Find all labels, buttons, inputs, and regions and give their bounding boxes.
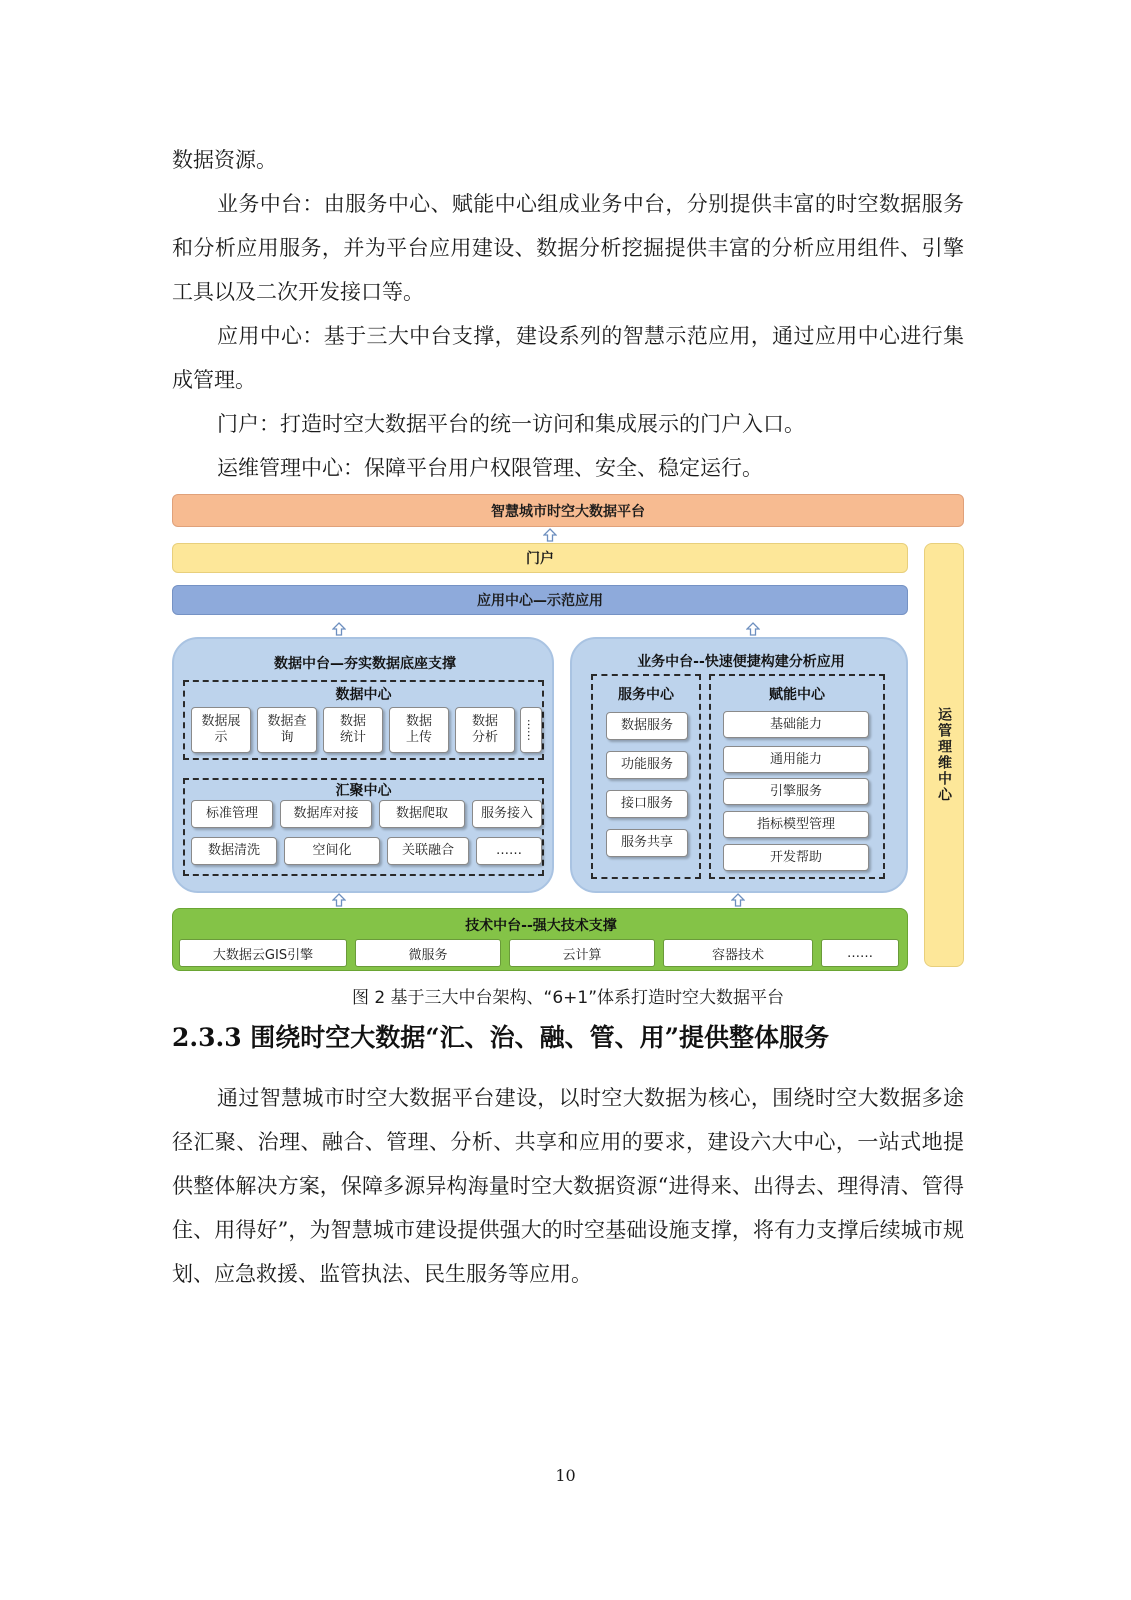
service-item: 数据服务 [606, 712, 688, 740]
service-item: 功能服务 [606, 751, 688, 779]
top-bar-platform [172, 494, 964, 527]
section-heading: 2.3.3 围绕时空大数据“汇、治、融、管、用”提供整体服务 [172, 1023, 830, 1052]
enabling-item: 通用能力 [723, 746, 869, 773]
paragraph-overall-service: 通过智慧城市时空大数据平台建设，以时空大数据为核心，围绕时空大数据多途径汇聚、治理、融合、管理、分析、共享和应用的要求，建设六大中心，一站式地提供整体解决方案，保障多源异构海量时空大数据资源“进得来、出得去、理得清、管得住、用得好”，为智慧城市建设提供强大的时空基础设施支撑，将有力支撑后续城市规划、应急救援、监管执法、民生服务等应用。 [172, 1086, 964, 1286]
aggregation-item: 数据爬取 [379, 800, 465, 828]
service-center-title: 服务中心 [618, 687, 674, 703]
ops-center-bar [924, 543, 964, 967]
tech-item: 微服务 [355, 939, 501, 967]
data-center-box [183, 680, 544, 760]
app-center-label: 应用中心—示范应用 [477, 593, 603, 609]
data-center-item: 数据查询 [257, 707, 317, 753]
aggregation-item: 服务接入 [472, 800, 542, 828]
tech-platform-bar [172, 908, 908, 971]
aggregation-center-title: 汇聚中心 [335, 783, 392, 799]
ops-center-label: 运管理维中心 [936, 707, 952, 803]
business-platform-panel [570, 637, 908, 893]
aggregation-item: 数据库对接 [280, 800, 372, 828]
enabling-item: 基础能力 [723, 711, 869, 738]
paragraph-data-resources: 数据资源。 [172, 148, 277, 172]
app-center-bar [172, 585, 908, 615]
enabling-item: 指标模型管理 [723, 811, 869, 838]
paragraph-app-center: 应用中心：基于三大中台支撑，建设系列的智慧示范应用，通过应用中心进行集成管理。 [172, 324, 964, 392]
enabling-center-title: 赋能中心 [769, 687, 825, 703]
paragraph-ops-center: 运维管理中心：保障平台用户权限管理、安全、稳定运行。 [217, 456, 763, 480]
aggregation-item: 空间化 [284, 837, 380, 865]
paragraph-business-platform: 业务中台：由服务中心、赋能中心组成业务中台，分别提供丰富的时空数据服务和分析应用服务，并为平台应用建设、数据分析挖掘提供丰富的分析应用组件、引擎工具以及二次开发接口等。 [172, 192, 964, 304]
business-platform-title: 业务中台--快速便捷构建分析应用 [637, 654, 845, 670]
arrow-up-icon [746, 622, 760, 636]
enabling-item: 开发帮助 [723, 844, 869, 871]
arrow-up-icon [731, 893, 745, 907]
data-center-item: 数据展示 [191, 707, 251, 753]
data-center-item: 数据统计 [323, 707, 383, 753]
data-platform-title: 数据中台—夯实数据底座支撑 [274, 656, 456, 672]
enabling-center-box [709, 674, 885, 879]
page-number: 10 [555, 1466, 576, 1485]
arrow-up-icon [332, 893, 346, 907]
tech-item: 云计算 [509, 939, 655, 967]
data-center-item: …… [520, 707, 542, 753]
data-center-item: 数据上传 [389, 707, 449, 753]
aggregation-item: 关联融合 [387, 837, 469, 865]
enabling-item: 引擎服务 [723, 778, 869, 805]
portal-bar [172, 543, 908, 573]
arrow-up-icon [543, 528, 557, 542]
service-item: 服务共享 [606, 829, 688, 857]
aggregation-item: …… [476, 837, 542, 865]
tech-item: …… [821, 939, 899, 967]
top-bar-label: 智慧城市时空大数据平台 [491, 503, 645, 520]
aggregation-item: 数据清洗 [191, 837, 277, 865]
paragraph-portal: 门户：打造时空大数据平台的统一访问和集成展示的门户入口。 [217, 412, 805, 436]
data-center-item: 数据分析 [455, 707, 515, 753]
aggregation-item: 标准管理 [191, 800, 273, 828]
service-item: 接口服务 [606, 790, 688, 818]
aggregation-center-box [183, 778, 544, 876]
portal-label: 门户 [526, 551, 554, 567]
figure-caption: 图 2 基于三大中台架构、“6+1”体系打造时空大数据平台 [351, 988, 785, 1008]
data-platform-panel [172, 637, 554, 893]
tech-item: 大数据云GIS引擎 [179, 939, 347, 967]
tech-item: 容器技术 [663, 939, 813, 967]
service-center-box [591, 674, 701, 879]
data-center-title: 数据中心 [335, 687, 392, 703]
arrow-up-icon [332, 622, 346, 636]
tech-platform-title: 技术中台--强大技术支撑 [465, 918, 617, 934]
